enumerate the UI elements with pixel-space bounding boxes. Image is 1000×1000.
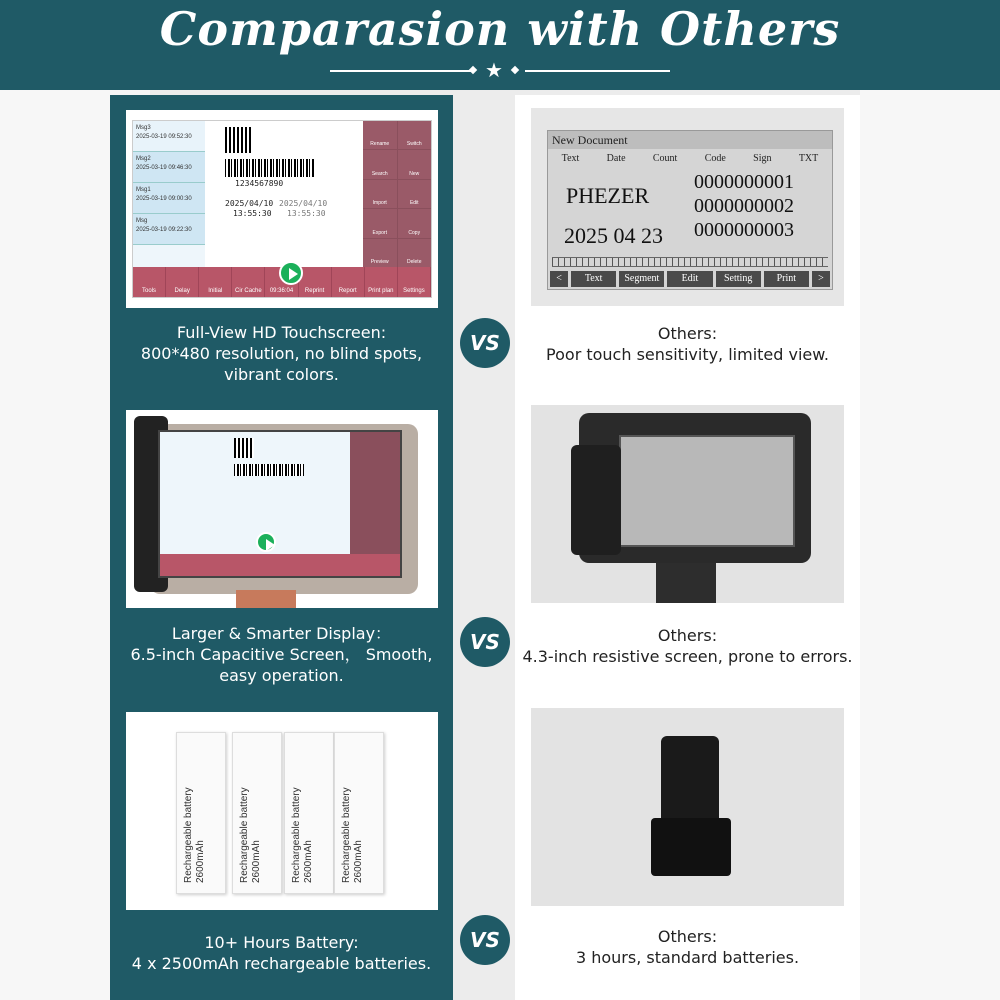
caption-line: 6.5-inch Capacitive Screen， Smooth, <box>130 645 433 664</box>
import-button: Import <box>363 180 397 208</box>
qr-code <box>234 438 254 458</box>
lcd-button: Edit <box>667 271 712 287</box>
tools-button: Tools <box>133 267 166 297</box>
switch-button: Switch <box>398 121 432 149</box>
others-caption <box>515 926 860 968</box>
list-item: Msg1 2025-03-19 09:00:30 <box>133 183 205 214</box>
export-button: Export <box>363 209 397 237</box>
batteries-image <box>126 712 438 910</box>
lcd-next-button: > <box>812 271 830 287</box>
caption-line: 10+ Hours Battery: <box>204 933 359 952</box>
list-item: Msg 2025-03-19 09:22:30 <box>133 214 205 245</box>
printer-image <box>126 410 438 608</box>
battery-box-label <box>239 723 263 883</box>
others-device-screen <box>619 435 795 547</box>
time-text: 13:55:30 <box>287 209 326 218</box>
lcd-count: 0000000003 <box>694 219 794 241</box>
lcd-screen <box>547 130 833 290</box>
list-item: Msg2 2025-03-19 09:46:30 <box>133 152 205 183</box>
others-device-grip <box>571 445 621 555</box>
initial-button: Initial <box>199 267 232 297</box>
new-button: New <box>398 150 432 178</box>
lcd-ruler <box>552 257 828 267</box>
caption-line: Others: <box>657 927 718 946</box>
others-battery-image <box>531 708 844 906</box>
page-title: Comparasion with Others <box>159 2 841 56</box>
print-plan-button: Print plan <box>365 267 398 297</box>
edit-button: Edit <box>398 180 432 208</box>
battery-box <box>284 732 334 894</box>
battery-capacity: 2600mAh <box>353 840 364 883</box>
star-icon: ★ <box>485 58 503 82</box>
header-dot-left <box>469 66 477 74</box>
lcd-count: 0000000001 <box>694 171 794 193</box>
battery-box <box>232 732 282 894</box>
caption-line: easy operation. <box>219 666 344 685</box>
battery-base <box>651 818 731 876</box>
caption-line: Poor touch sensitivity, limited view. <box>546 345 829 364</box>
caption-line: Full-View HD Touchscreen: <box>176 323 387 342</box>
header-divider-right <box>525 70 670 72</box>
lcd-button: Text <box>571 271 616 287</box>
date-text: 2025/04/10 <box>225 199 274 208</box>
lcd-text-line: PHEZER <box>566 183 650 208</box>
header-banner <box>0 0 1000 90</box>
barcode <box>225 159 315 177</box>
battery-box-label <box>291 723 315 883</box>
vs-badge: VS <box>460 617 510 667</box>
play-icon <box>256 532 276 552</box>
lcd-button: Setting <box>716 271 761 287</box>
battery-box <box>176 732 226 894</box>
vs-badge: VS <box>460 915 510 965</box>
others-caption <box>515 323 860 365</box>
others-caption <box>515 625 860 667</box>
feature-caption <box>110 322 453 385</box>
battery-capacity: 2600mAh <box>303 840 314 883</box>
lcd-tab: Sign <box>753 153 772 164</box>
touchscreen-image <box>126 110 438 308</box>
lcd-prev-button: < <box>550 271 568 287</box>
report-button: Report <box>332 267 365 297</box>
battery-box-label <box>341 723 365 883</box>
lcd-button: Segment <box>619 271 664 287</box>
others-device-handle <box>656 563 716 603</box>
lcd-tab: TXT <box>798 153 819 164</box>
caption-line: vibrant colors. <box>224 365 339 384</box>
others-device-image <box>531 405 844 603</box>
vs-badge: VS <box>460 318 510 368</box>
printer-screen <box>158 430 402 578</box>
header-dot-right <box>511 66 519 74</box>
play-icon <box>279 261 303 285</box>
battery-capacity: 2600mAh <box>195 840 206 883</box>
lcd-tab: Count <box>652 153 678 164</box>
preview-button: Preview <box>363 239 397 267</box>
battery-capacity: 2600mAh <box>251 840 262 883</box>
lcd-tab: Text <box>561 153 580 164</box>
time-text: 13:55:30 <box>233 209 272 218</box>
lcd-tab: Date <box>606 153 626 164</box>
list-item: Msg3 2025-03-19 09:52:30 <box>133 121 205 152</box>
header-divider-left <box>330 70 475 72</box>
caption-line: Others: <box>657 626 718 645</box>
delay-button: Delay <box>166 267 199 297</box>
battery-label: Rechargeable battery <box>183 787 194 883</box>
printer-toolbar <box>160 554 400 576</box>
battery-label: Rechargeable battery <box>239 787 250 883</box>
feature-caption <box>110 932 453 974</box>
delete-button: Delete <box>398 239 432 267</box>
caption-line: Others: <box>657 324 718 343</box>
side-button-grid <box>363 121 431 267</box>
clock-display: 09:36:04 <box>265 267 298 297</box>
date-text: 2025/04/10 <box>279 199 328 208</box>
battery-label: Rechargeable battery <box>291 787 302 883</box>
lcd-button: Print <box>764 271 809 287</box>
caption-line: 3 hours, standard batteries. <box>575 948 800 967</box>
copy-button: Copy <box>398 209 432 237</box>
right-margin <box>860 90 1000 1000</box>
lcd-title: New Document <box>548 131 832 149</box>
barcode <box>234 464 304 476</box>
caption-line: Larger & Smarter Display： <box>171 624 392 643</box>
reprint-button: Reprint <box>299 267 332 297</box>
caption-line: 800*480 resolution, no blind spots, <box>140 344 423 363</box>
settings-button: Settings <box>398 267 431 297</box>
message-list <box>133 121 205 267</box>
battery-box-label <box>183 723 207 883</box>
rename-button: Rename <box>363 121 397 149</box>
lcd-tab: Code <box>704 153 726 164</box>
others-lcd-image <box>531 108 844 306</box>
lcd-button-bar <box>550 271 830 287</box>
lcd-text-line: 2025 04 23 <box>564 223 663 248</box>
battery-label: Rechargeable battery <box>341 787 352 883</box>
battery-box <box>334 732 384 894</box>
touchscreen-ui <box>132 120 432 298</box>
feature-caption <box>110 623 453 686</box>
lcd-count: 0000000002 <box>694 195 794 217</box>
printer-handle <box>236 590 296 608</box>
barcode-number: 1234567890 <box>235 179 284 188</box>
preview-area <box>205 121 363 267</box>
search-button: Search <box>363 150 397 178</box>
caption-line: 4 x 2500mAh rechargeable batteries. <box>131 954 432 973</box>
caption-line: 4.3-inch resistive screen, prone to errors. <box>522 647 853 666</box>
lcd-tabs <box>548 153 832 169</box>
cir-cache-button: Cir Cache <box>232 267 265 297</box>
printer-side-panel <box>350 432 400 554</box>
qr-code <box>225 127 251 153</box>
